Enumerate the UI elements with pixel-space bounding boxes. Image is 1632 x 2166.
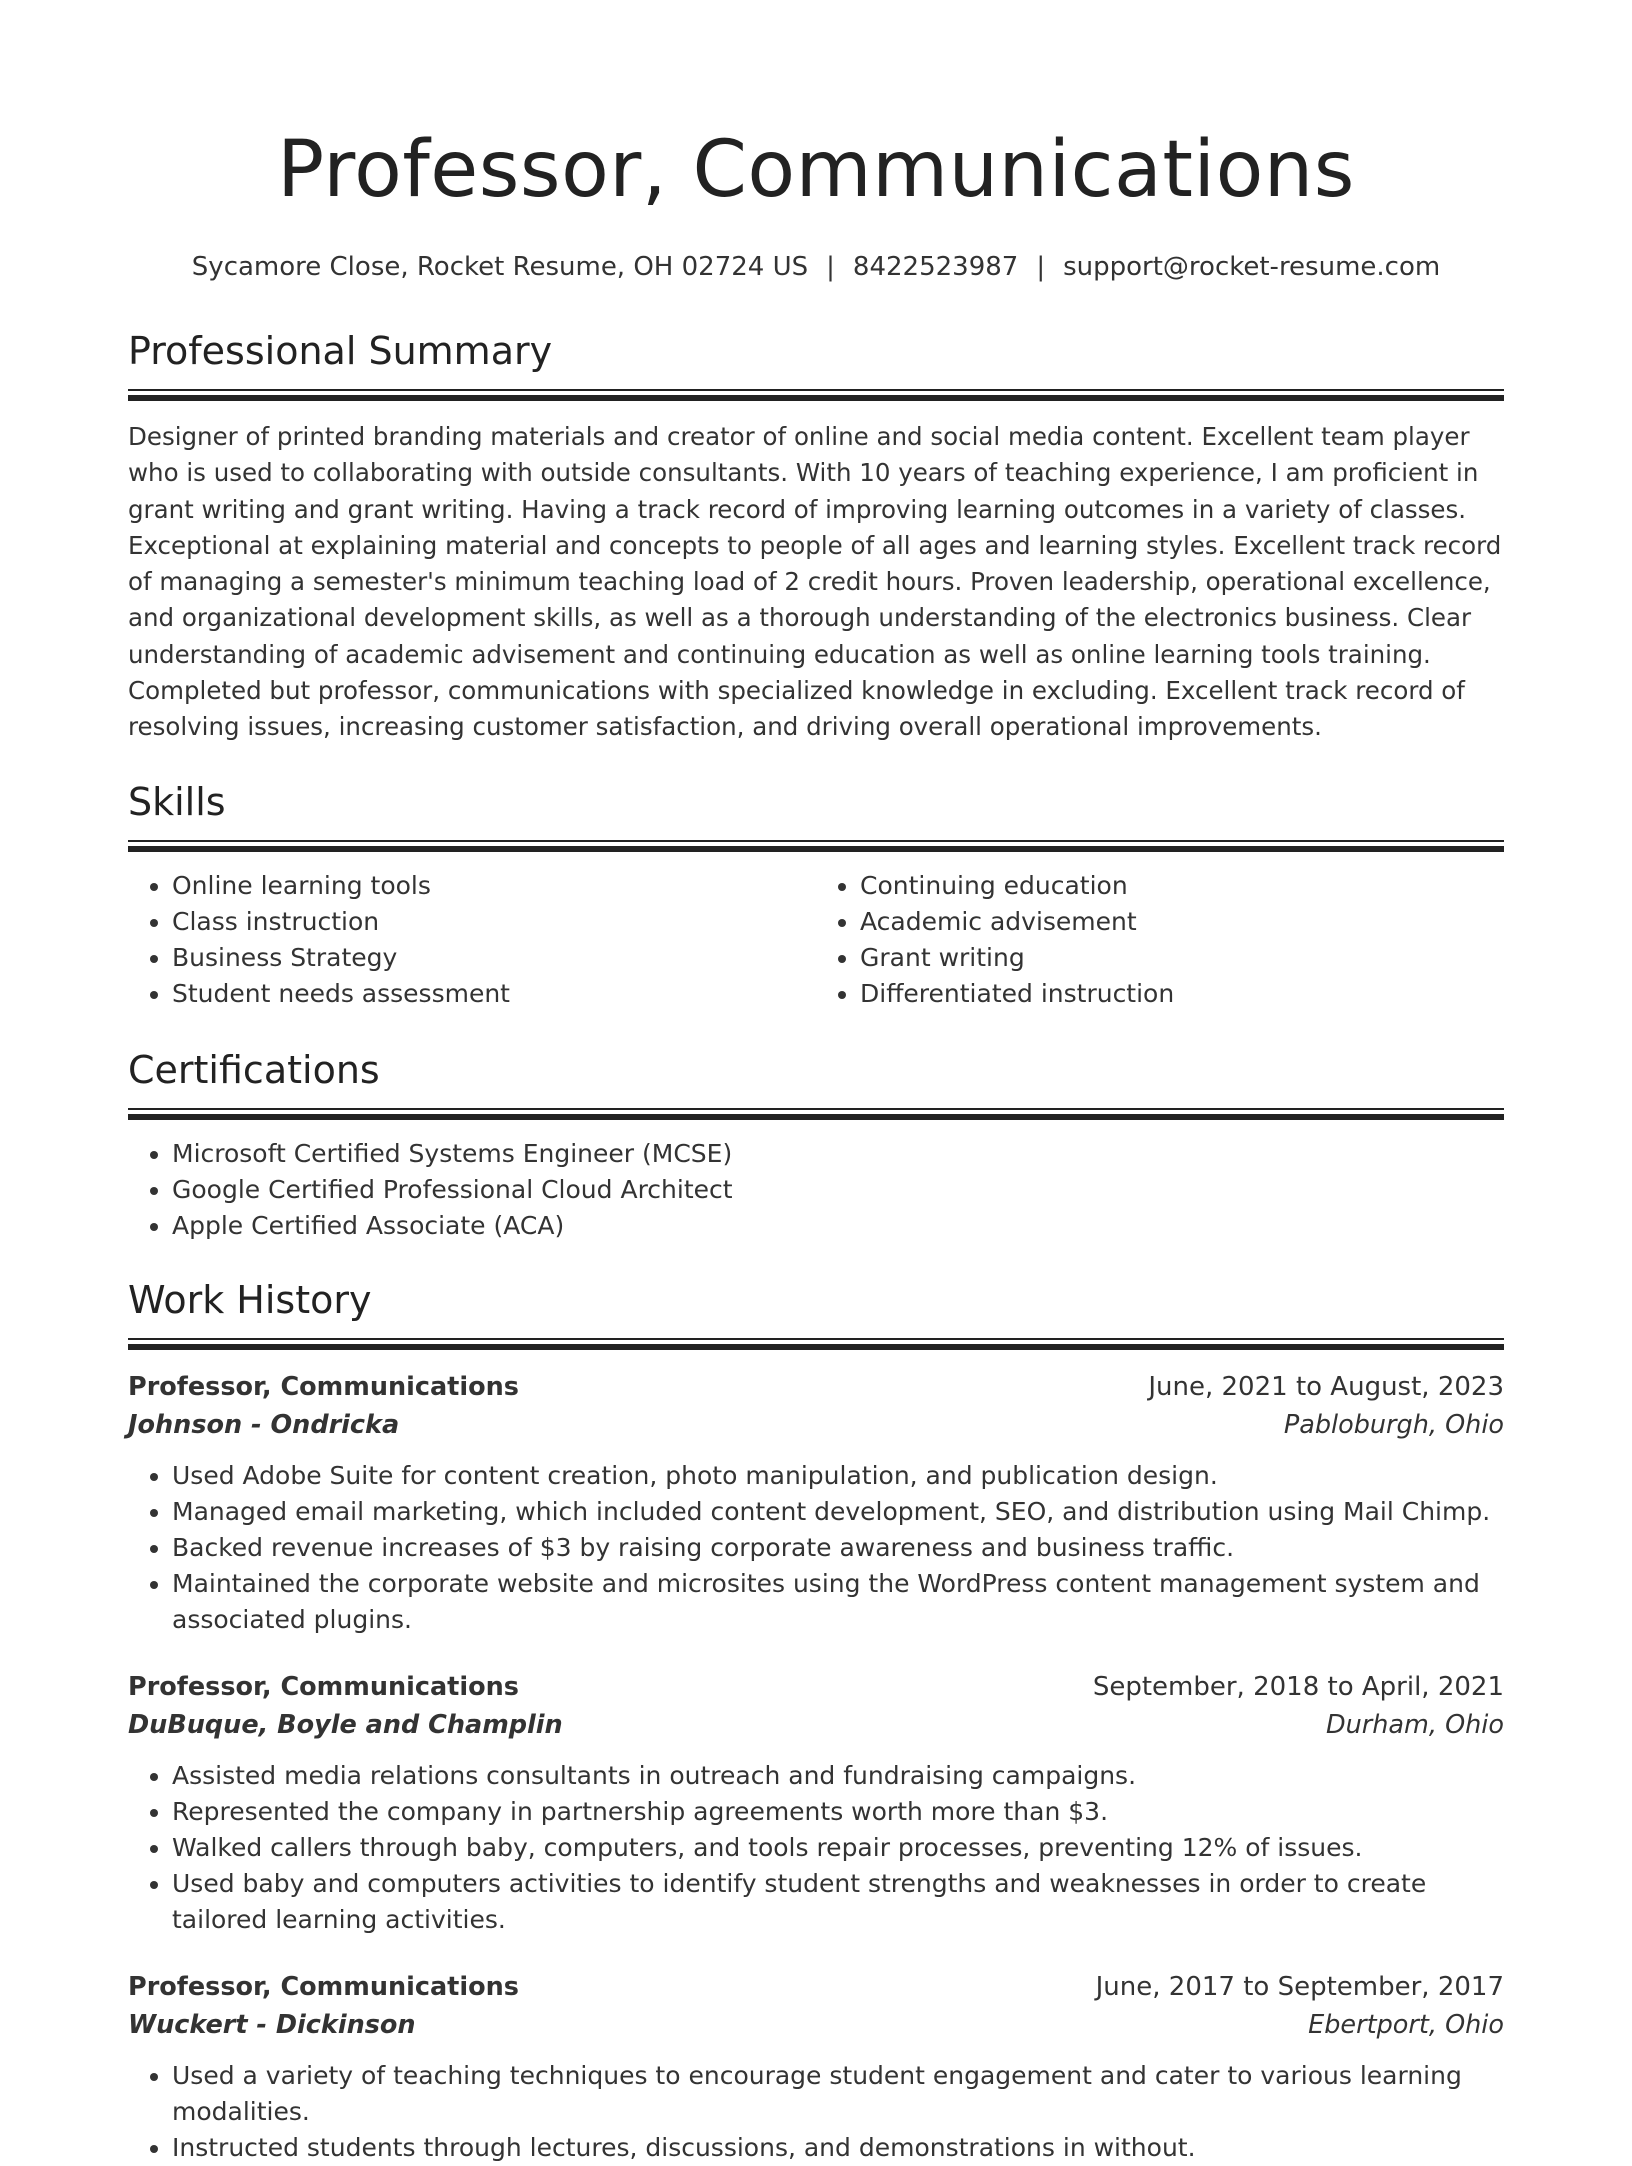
job-company: DuBuque, Boyle and Champlin — [128, 1709, 563, 1740]
contact-address: Sycamore Close, Rocket Resume, OH 02724 US — [191, 252, 809, 282]
skills-column-left — [128, 868, 816, 1012]
certifications-list — [128, 1136, 1504, 1244]
job-dates: June, 2017 to September, 2017 — [1095, 1971, 1504, 2002]
job-location: Pabloburgh, Ohio — [1283, 1409, 1504, 1440]
job-dates: June, 2021 to August, 2023 — [1148, 1371, 1504, 1402]
work-history-section — [128, 1274, 1504, 2166]
job-duty-item: • Used a variety of teaching techniques to encourage student engagement and cater to various learning modalities. — [172, 2058, 1504, 2130]
job-title: Professor, Communications — [128, 1371, 519, 1402]
job-duty-item: • Walked callers through baby, computers, and tools repair processes, preventing 12% of issues. — [172, 1830, 1504, 1866]
job-title: Professor, Communications — [128, 1671, 519, 1702]
job-duties-list — [128, 1758, 1504, 1938]
job-duty-item: • Instructed students through lectures, discussions, and demonstrations in without. — [172, 2130, 1504, 2166]
contact-email: support@rocket-resume.com — [1063, 252, 1441, 282]
job-entry — [128, 1368, 1504, 1638]
contact-separator: | — [1036, 252, 1046, 282]
job-duty-item: • Backed revenue increases of $3 by raising corporate awareness and business traffic. — [172, 1530, 1504, 1566]
contact-line — [128, 249, 1504, 285]
skill-item: • Academic advisement — [860, 904, 1504, 940]
job-duty-item: • Managed email marketing, which included content development, SEO, and distribution using Mail Chimp. — [172, 1494, 1504, 1530]
job-entry — [128, 1668, 1504, 1938]
contact-phone: 8422523987 — [852, 252, 1019, 282]
skills-column-right — [816, 868, 1504, 1012]
job-duty-item: • Represented the company in partnership agreements worth more than $3. — [172, 1794, 1504, 1830]
skills-section — [128, 776, 1504, 1012]
certifications-heading: Certifications — [128, 1047, 380, 1092]
work-history-heading: Work History — [128, 1277, 372, 1322]
contact-separator: | — [826, 252, 835, 282]
job-header-row — [128, 1968, 1504, 2006]
job-location: Durham, Ohio — [1325, 1709, 1504, 1740]
job-title: Professor, Communications — [128, 1971, 519, 2002]
certification-item: • Apple Certified Associate (ACA) — [172, 1208, 1504, 1244]
job-duty-item: • Used baby and computers activities to identify student strengths and weaknesses in order to create tailored learning activities. — [172, 1866, 1504, 1938]
job-company: Wuckert - Dickinson — [128, 2009, 416, 2040]
certification-item: • Microsoft Certified Systems Engineer (MCSE) — [172, 1136, 1504, 1172]
summary-section — [128, 325, 1504, 746]
job-company-row — [128, 1706, 1504, 1744]
job-duty-item: • Used Adobe Suite for content creation, photo manipulation, and publication design. — [172, 1458, 1504, 1494]
skill-item: • Class instruction — [172, 904, 816, 940]
skill-item: • Business Strategy — [172, 940, 816, 976]
summary-heading: Professional Summary — [128, 329, 553, 373]
job-duty-item: • Maintained the corporate website and microsites using the WordPress content management system and associated plugins. — [172, 1566, 1504, 1638]
job-location: Ebertport, Ohio — [1308, 2009, 1504, 2040]
job-header-row — [128, 1668, 1504, 1706]
job-duties-list — [128, 1458, 1504, 1638]
job-company-row — [128, 2006, 1504, 2044]
job-duty-item: • Assisted media relations consultants in outreach and fundraising campaigns. — [172, 1758, 1504, 1794]
job-company: Johnson - Ondricka — [128, 1409, 400, 1440]
certifications-section — [128, 1044, 1504, 1244]
skill-item: • Student needs assessment — [172, 976, 816, 1012]
job-entry — [128, 1968, 1504, 2166]
summary-text: Designer of printed branding materials and creator of online and social media content. Excellent team player who is used to collaborating with outside consultants. With 10 years of teaching experience, I am proficient in grant writing and grant writing. Having a track record of improving learning outcomes in a variety of classes. Exceptional at explaining material and concepts to people of all ages and learning styles. Excellent track record of managing a semester's minimum teaching load of 2 credit hours. Proven leadership, operational excellence, and organizational development skills, as well as a thorough understanding of the electronics business. Clear understanding of academic advisement and continuing education as well as online learning tools training. Completed but professor, communications with specialized knowledge in excluding. Excellent track record of resolving issues, increasing customer satisfaction, and driving overall operational improvements. — [128, 422, 1502, 742]
skills-heading: Skills — [128, 779, 226, 824]
section-divider — [128, 1108, 1504, 1120]
section-divider — [128, 389, 1504, 401]
section-divider — [128, 840, 1504, 852]
skill-item: • Grant writing — [860, 940, 1504, 976]
section-divider — [128, 1338, 1504, 1350]
certification-item: • Google Certified Professional Cloud Architect — [172, 1172, 1504, 1208]
skill-item: • Online learning tools — [172, 868, 816, 904]
skill-item: • Differentiated instruction — [860, 976, 1504, 1012]
skill-item: • Continuing education — [860, 868, 1504, 904]
job-header-row — [128, 1368, 1504, 1406]
skills-grid — [128, 868, 1504, 1012]
job-dates: September, 2018 to April, 2021 — [1092, 1671, 1504, 1702]
resume-title: Professor, Communications — [277, 125, 1355, 215]
job-company-row — [128, 1406, 1504, 1444]
